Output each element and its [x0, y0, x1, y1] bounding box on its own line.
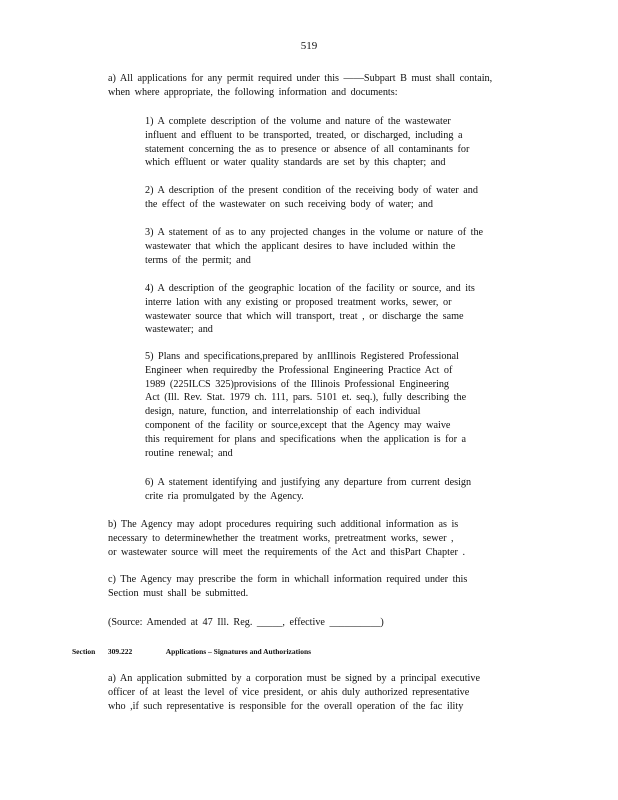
section-paragraph-a	[108, 672, 534, 713]
item-6-line: crite ria promulgated by the Agency.	[145, 490, 304, 502]
paragraph-a	[108, 72, 526, 100]
paragraph-c-line: Section must shall be submitted.	[108, 587, 249, 599]
item-3-line: wastewater that which the applicant desires to have included within the	[145, 240, 456, 252]
page-number: 519	[300, 40, 318, 52]
item-4-line: wastewater source that which will transport, treat , or discharge the same	[145, 310, 464, 322]
item-5-line: routine renewal; and	[145, 447, 233, 459]
item-1-line: which effluent or water quality standards are set by this chapter; and	[145, 157, 446, 169]
item-5-line: 1989 (225ILCS 325)provisions of the Illinois Professional Engineering	[145, 378, 450, 390]
source-note-text: (Source: Amended at 47 Ill. Reg. _____, effective __________)	[108, 617, 384, 628]
section-number: 309.222	[107, 647, 133, 656]
item-5-line: this requirement for plans and specifications when the application is for a	[145, 433, 467, 445]
item-3	[145, 226, 533, 267]
paragraph-a-line: when where appropriate, the following information and documents:	[108, 86, 398, 98]
paragraph-b-line: or wastewater source will meet the requirements of the Act and thisPart Chapter .	[108, 546, 465, 558]
item-5-line: design, nature, function, and interrelationship of each individual	[145, 406, 421, 418]
section-paragraph-a-line: officer of at least the level of vice president, or ahis duly authorized representative	[108, 686, 470, 698]
item-6	[145, 476, 533, 504]
paragraph-b-line: necessary to determinewhether the treatment works, pretreatment works, sewer ,	[108, 532, 454, 544]
item-3-line: terms of the permit; and	[145, 254, 251, 266]
section-label: Section	[72, 647, 96, 656]
item-1-line: statement concerning the as to presence or absence of all contaminants for	[145, 143, 470, 155]
item-1-line: influent and effluent to be transported, treated, or discharged, including a	[145, 129, 463, 141]
item-4-line: interre lation with any existing or proposed treatment works, sewer, or	[145, 296, 452, 308]
item-5-line: Act (Ill. Rev. Stat. 1979 ch. 111, pars. 5101 et. seq.), fully describing the	[145, 392, 467, 404]
section-paragraph-a-line: a) An application submitted by a corporation must be signed by a principal executive	[108, 673, 480, 684]
paragraph-b	[108, 518, 536, 559]
item-1	[145, 115, 533, 170]
item-2-line: the effect of the wastewater on such receiving body of water; and	[145, 198, 433, 210]
section-heading	[72, 647, 311, 656]
item-1-line: 1) A complete description of the volume and nature of the wastewater	[145, 116, 451, 127]
paragraph-b-line: b) The Agency may adopt procedures requiring such additional information as is	[108, 519, 459, 530]
paragraph-c	[108, 573, 526, 601]
item-3-line: 3) A statement of as to any projected changes in the volume or nature of the	[145, 227, 484, 238]
item-2-line: 2) A description of the present condition of the receiving body of water and	[145, 185, 478, 196]
section-paragraph-a-line: who ,if such representative is responsible for the overall operation of the fac ility	[108, 700, 464, 712]
paragraph-a-line: a) All applications for any permit required under this ——Subpart B must shall contain,	[108, 73, 493, 84]
item-5-line: component of the facility or source,except that the Agency may waive	[145, 419, 451, 431]
item-2	[145, 184, 533, 212]
item-4	[145, 282, 533, 337]
item-6-line: 6) A statement identifying and justifying any departure from current design	[145, 477, 472, 488]
source-note	[108, 616, 428, 630]
item-5	[145, 350, 533, 460]
item-5-line: Engineer when requiredby the Professional Engineering Practice Act of	[145, 364, 453, 376]
section-title: Applications – Signatures and Authorizations	[165, 647, 312, 656]
item-4-line: 4) A description of the geographic location of the facility or source, and its	[145, 283, 475, 294]
item-5-line: 5) Plans and specifications,prepared by anIllinois Registered Professional	[145, 351, 459, 362]
paragraph-c-line: c) The Agency may prescribe the form in whichall information required under this	[108, 574, 468, 585]
item-4-line: wastewater; and	[145, 324, 213, 336]
